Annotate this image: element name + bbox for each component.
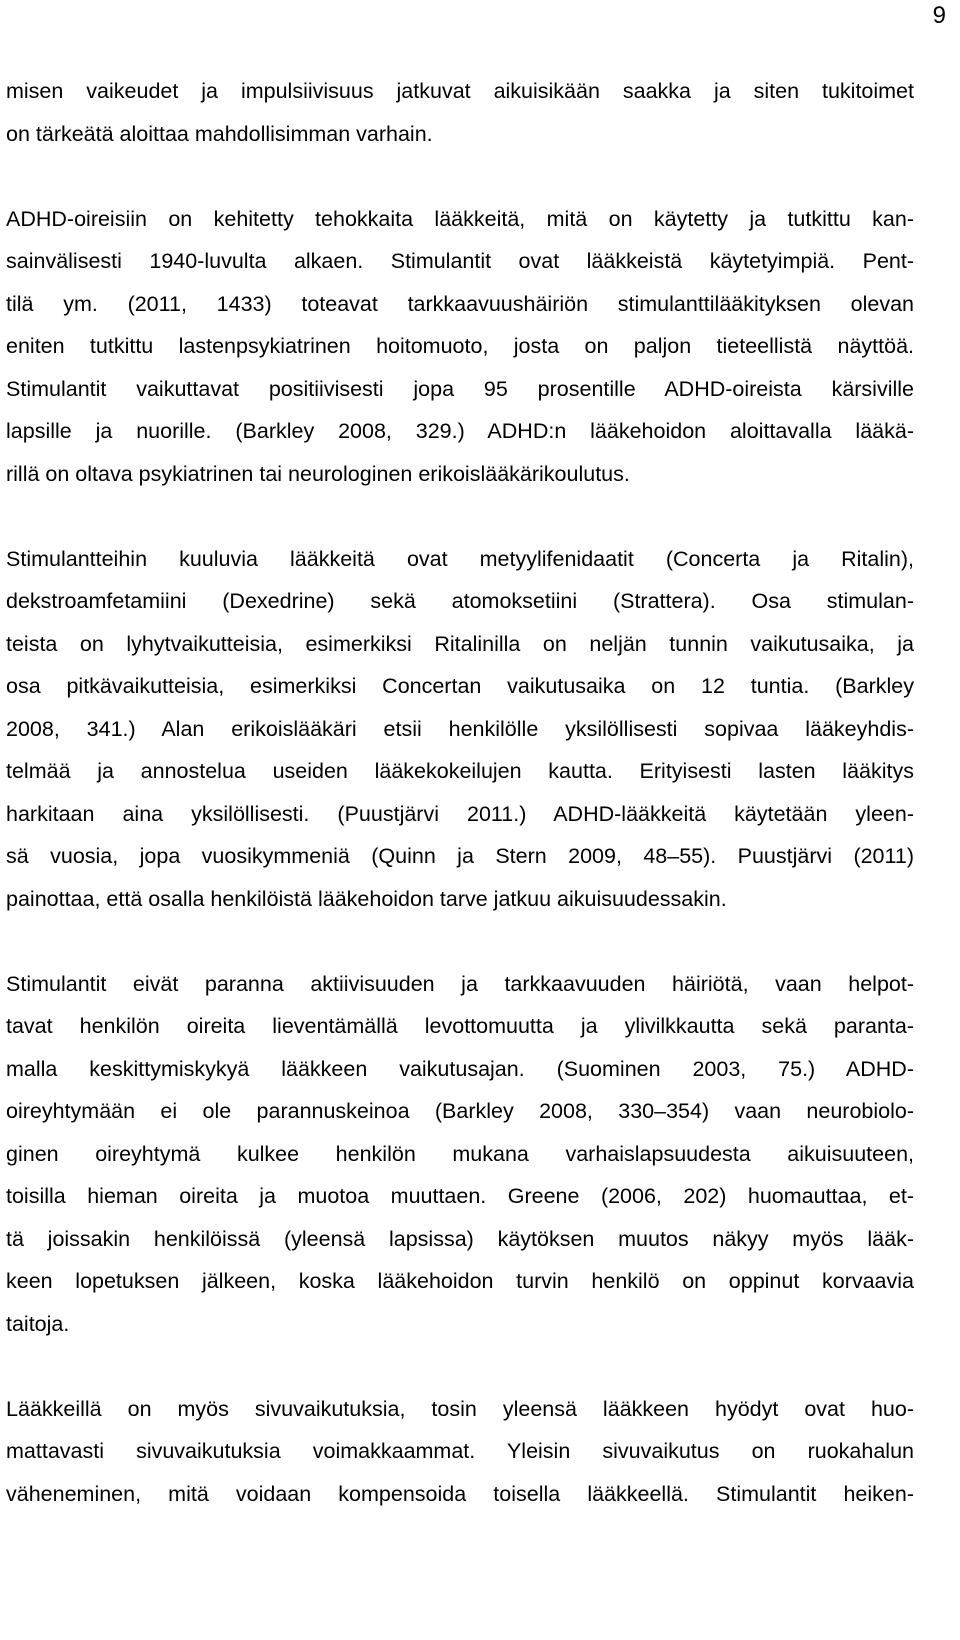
page-number: 9	[932, 2, 946, 29]
text-line: rillä on oltava psykiatrinen tai neurologinen erikoislääkärikoulutus.	[6, 461, 630, 486]
text-line: malla keskittymiskykyä lääkkeen vaikutusajan. (Suominen 2003, 75.) ADHD-	[6, 1056, 914, 1081]
text-line: osa pitkävaikutteisia, esimerkiksi Concertan vaikutusaika on 12 tuntia. (Barkley	[6, 674, 914, 698]
text-line: Stimulantteihin kuuluvia lääkkeitä ovat metyylifenidaatit (Concerta ja Ritalin),	[6, 546, 914, 571]
text-line: ginen oireyhtymä kulkee henkilön mukana varhaislapsuudesta aikuisuuteen,	[6, 1141, 914, 1166]
text-line: painottaa, että osalla henkilöistä lääkehoidon tarve jatkuu aikuisuudessakin.	[6, 886, 727, 911]
text-line: sainvälisesti 1940-luvulta alkaen. Stimulantit ovat lääkkeistä käytetyimpiä. Pent-	[6, 249, 914, 273]
paragraph	[6, 963, 914, 1346]
paragraph	[6, 70, 914, 155]
paragraph	[6, 538, 914, 921]
text-line: lapsille ja nuorille. (Barkley 2008, 329.) ADHD:n lääkehoidon aloittavalla lääkä-	[6, 419, 914, 443]
text-line: telmää ja annostelua useiden lääkekokeilujen kautta. Erityisesti lasten lääkitys	[6, 759, 914, 783]
text-line: ADHD-oireisiin on kehitetty tehokkaita lääkkeitä, mitä on käytetty ja tutkittu kan-	[6, 206, 914, 231]
text-line: taitoja.	[6, 1311, 70, 1336]
text-line: on tärkeätä aloittaa mahdollisimman varhain.	[6, 121, 433, 146]
text-line: teista on lyhytvaikutteisia, esimerkiksi Ritalinilla on neljän tunnin vaikutusaika, ja	[6, 631, 914, 656]
text-line: mattavasti sivuvaikutuksia voimakkaammat. Yleisin sivuvaikutus on ruokahalun	[6, 1439, 914, 1463]
text-line: toisilla hieman oireita ja muotoa muuttaen. Greene (2006, 202) huomauttaa, et-	[6, 1184, 914, 1208]
text-line: harkitaan aina yksilöllisesti. (Puustjärvi 2011.) ADHD-lääkkeitä käytetään yleen-	[6, 801, 914, 826]
text-line: keen lopetuksen jälkeen, koska lääkehoidon turvin henkilö on oppinut korvaavia	[6, 1269, 914, 1293]
paragraph	[6, 1388, 914, 1516]
text-line: väheneminen, mitä voidaan kompensoida toisella lääkkeellä. Stimulantit heiken-	[6, 1481, 914, 1506]
text-line: eniten tutkittu lastenpsykiatrinen hoitomuoto, josta on paljon tieteellistä näyttöä.	[6, 334, 914, 358]
document-body	[6, 70, 914, 1515]
text-line: Stimulantit vaikuttavat positiivisesti jopa 95 prosentille ADHD-oireista kärsiville	[6, 376, 914, 401]
text-line: misen vaikeudet ja impulsiivisuus jatkuvat aikuisikään saakka ja siten tukitoimet	[6, 79, 914, 103]
text-line: 2008, 341.) Alan erikoislääkäri etsii henkilölle yksilöllisesti sopivaa lääkeyhdis-	[6, 716, 914, 741]
text-line: dekstroamfetamiini (Dexedrine) sekä atomoksetiini (Strattera). Osa stimulan-	[6, 589, 914, 613]
text-line: oireyhtymään ei ole parannuskeinoa (Barkley 2008, 330–354) vaan neurobiolo-	[6, 1099, 914, 1123]
paragraph	[6, 198, 914, 496]
text-line: sä vuosia, jopa vuosikymmeniä (Quinn ja Stern 2009, 48–55). Puustjärvi (2011)	[6, 844, 914, 868]
text-line: Stimulantit eivät paranna aktiivisuuden ja tarkkaavuuden häiriötä, vaan helpot-	[6, 971, 914, 996]
text-line: tä joissakin henkilöissä (yleensä lapsissa) käytöksen muutos näkyy myös lääk-	[6, 1226, 914, 1251]
text-line: tilä ym. (2011, 1433) toteavat tarkkaavuushäiriön stimulanttilääkityksen olevan	[6, 291, 914, 316]
text-line: Lääkkeillä on myös sivuvaikutuksia, tosin yleensä lääkkeen hyödyt ovat huo-	[6, 1396, 914, 1421]
text-line: tavat henkilön oireita lieventämällä levottomuutta ja ylivilkkautta sekä paranta-	[6, 1014, 914, 1038]
